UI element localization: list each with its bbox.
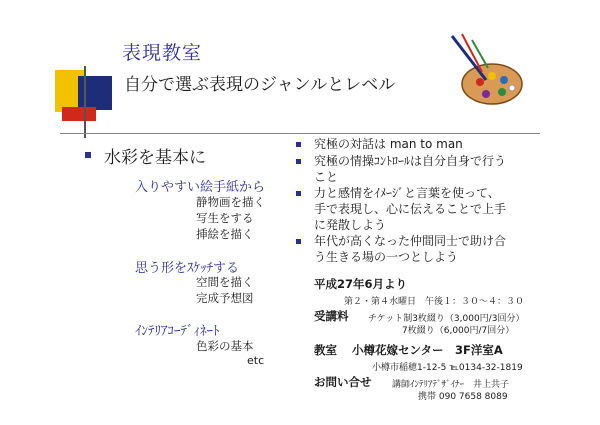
schedule-text: 第２・第４水曜日 午後１：３０～４：３０	[344, 297, 525, 307]
fee-line-2: 7枚綴り（6,000円/7回分）	[402, 326, 515, 336]
bullet-icon	[85, 152, 91, 158]
contact-label: お問い合せ	[314, 375, 372, 389]
mobile-number: 携帯 090 7658 8089	[418, 392, 508, 402]
category-item: 完成予想図	[196, 291, 254, 305]
horizontal-rule	[60, 133, 540, 134]
red-block	[62, 107, 96, 121]
contact-person: 講師ｲﾝﾃﾘｱﾃﾞｻﾞｲﾅｰ 井上共子	[392, 380, 510, 390]
bullet-icon	[296, 159, 301, 164]
bullet-text: 手で表現し、心に伝えることで上手	[314, 202, 507, 216]
bullet-icon	[296, 191, 301, 196]
bullet-icon	[296, 142, 301, 147]
category-label: ｲﾝﾃﾘｱｺｰﾃﾞｨﾈｰﾄ	[135, 324, 220, 339]
category-item: 空間を描く	[196, 275, 254, 289]
category-item: 挿絵を描く	[196, 227, 254, 241]
category-label: 入りやすい絵手紙から	[135, 180, 266, 195]
etc-label: etc	[247, 354, 265, 367]
fee-line-1: チケット制3枚綴り（3,000円/3回分）	[368, 314, 525, 324]
address-text: 小樽市稲穂1-12-5 ℡0134-32-1819	[372, 363, 523, 373]
bullet-text: 年代が高くなった仲間同士で助け合	[314, 234, 507, 248]
category-item: 色彩の基本	[196, 339, 254, 353]
category-item: 写生をする	[196, 211, 254, 225]
palette-icon	[440, 32, 530, 110]
bullet-text: 力と感情をｲﾒｰｼﾞと言葉を使って、	[314, 186, 500, 200]
main-heading: 水彩を基本に	[104, 148, 206, 168]
venue-name: 小樽花嫁センター 3F洋室A	[352, 343, 503, 357]
bullet-text: 究極の対話は man to man	[314, 137, 463, 151]
bullet-text: 究極の情操ｺﾝﾄﾛｰﾙは自分自身で行う	[314, 154, 507, 168]
page-title: 表現教室	[122, 42, 203, 64]
bullet-text: に発散しよう	[314, 218, 387, 232]
category-item: 静物画を描く	[196, 195, 265, 209]
bullet-text: こと	[314, 170, 339, 184]
bullet-icon	[296, 239, 301, 244]
start-date: 平成27年6月より	[314, 277, 408, 291]
vertical-rule	[84, 66, 86, 138]
bullet-text: う生きる場の一つとしよう	[314, 250, 459, 264]
fee-label: 受講料	[314, 309, 349, 323]
venue-label: 教室	[314, 343, 337, 357]
category-label: 思う形をｽｹｯﾁする	[135, 261, 240, 276]
page-subtitle: 自分で選ぶ表現のジャンルとレベル	[124, 75, 396, 95]
